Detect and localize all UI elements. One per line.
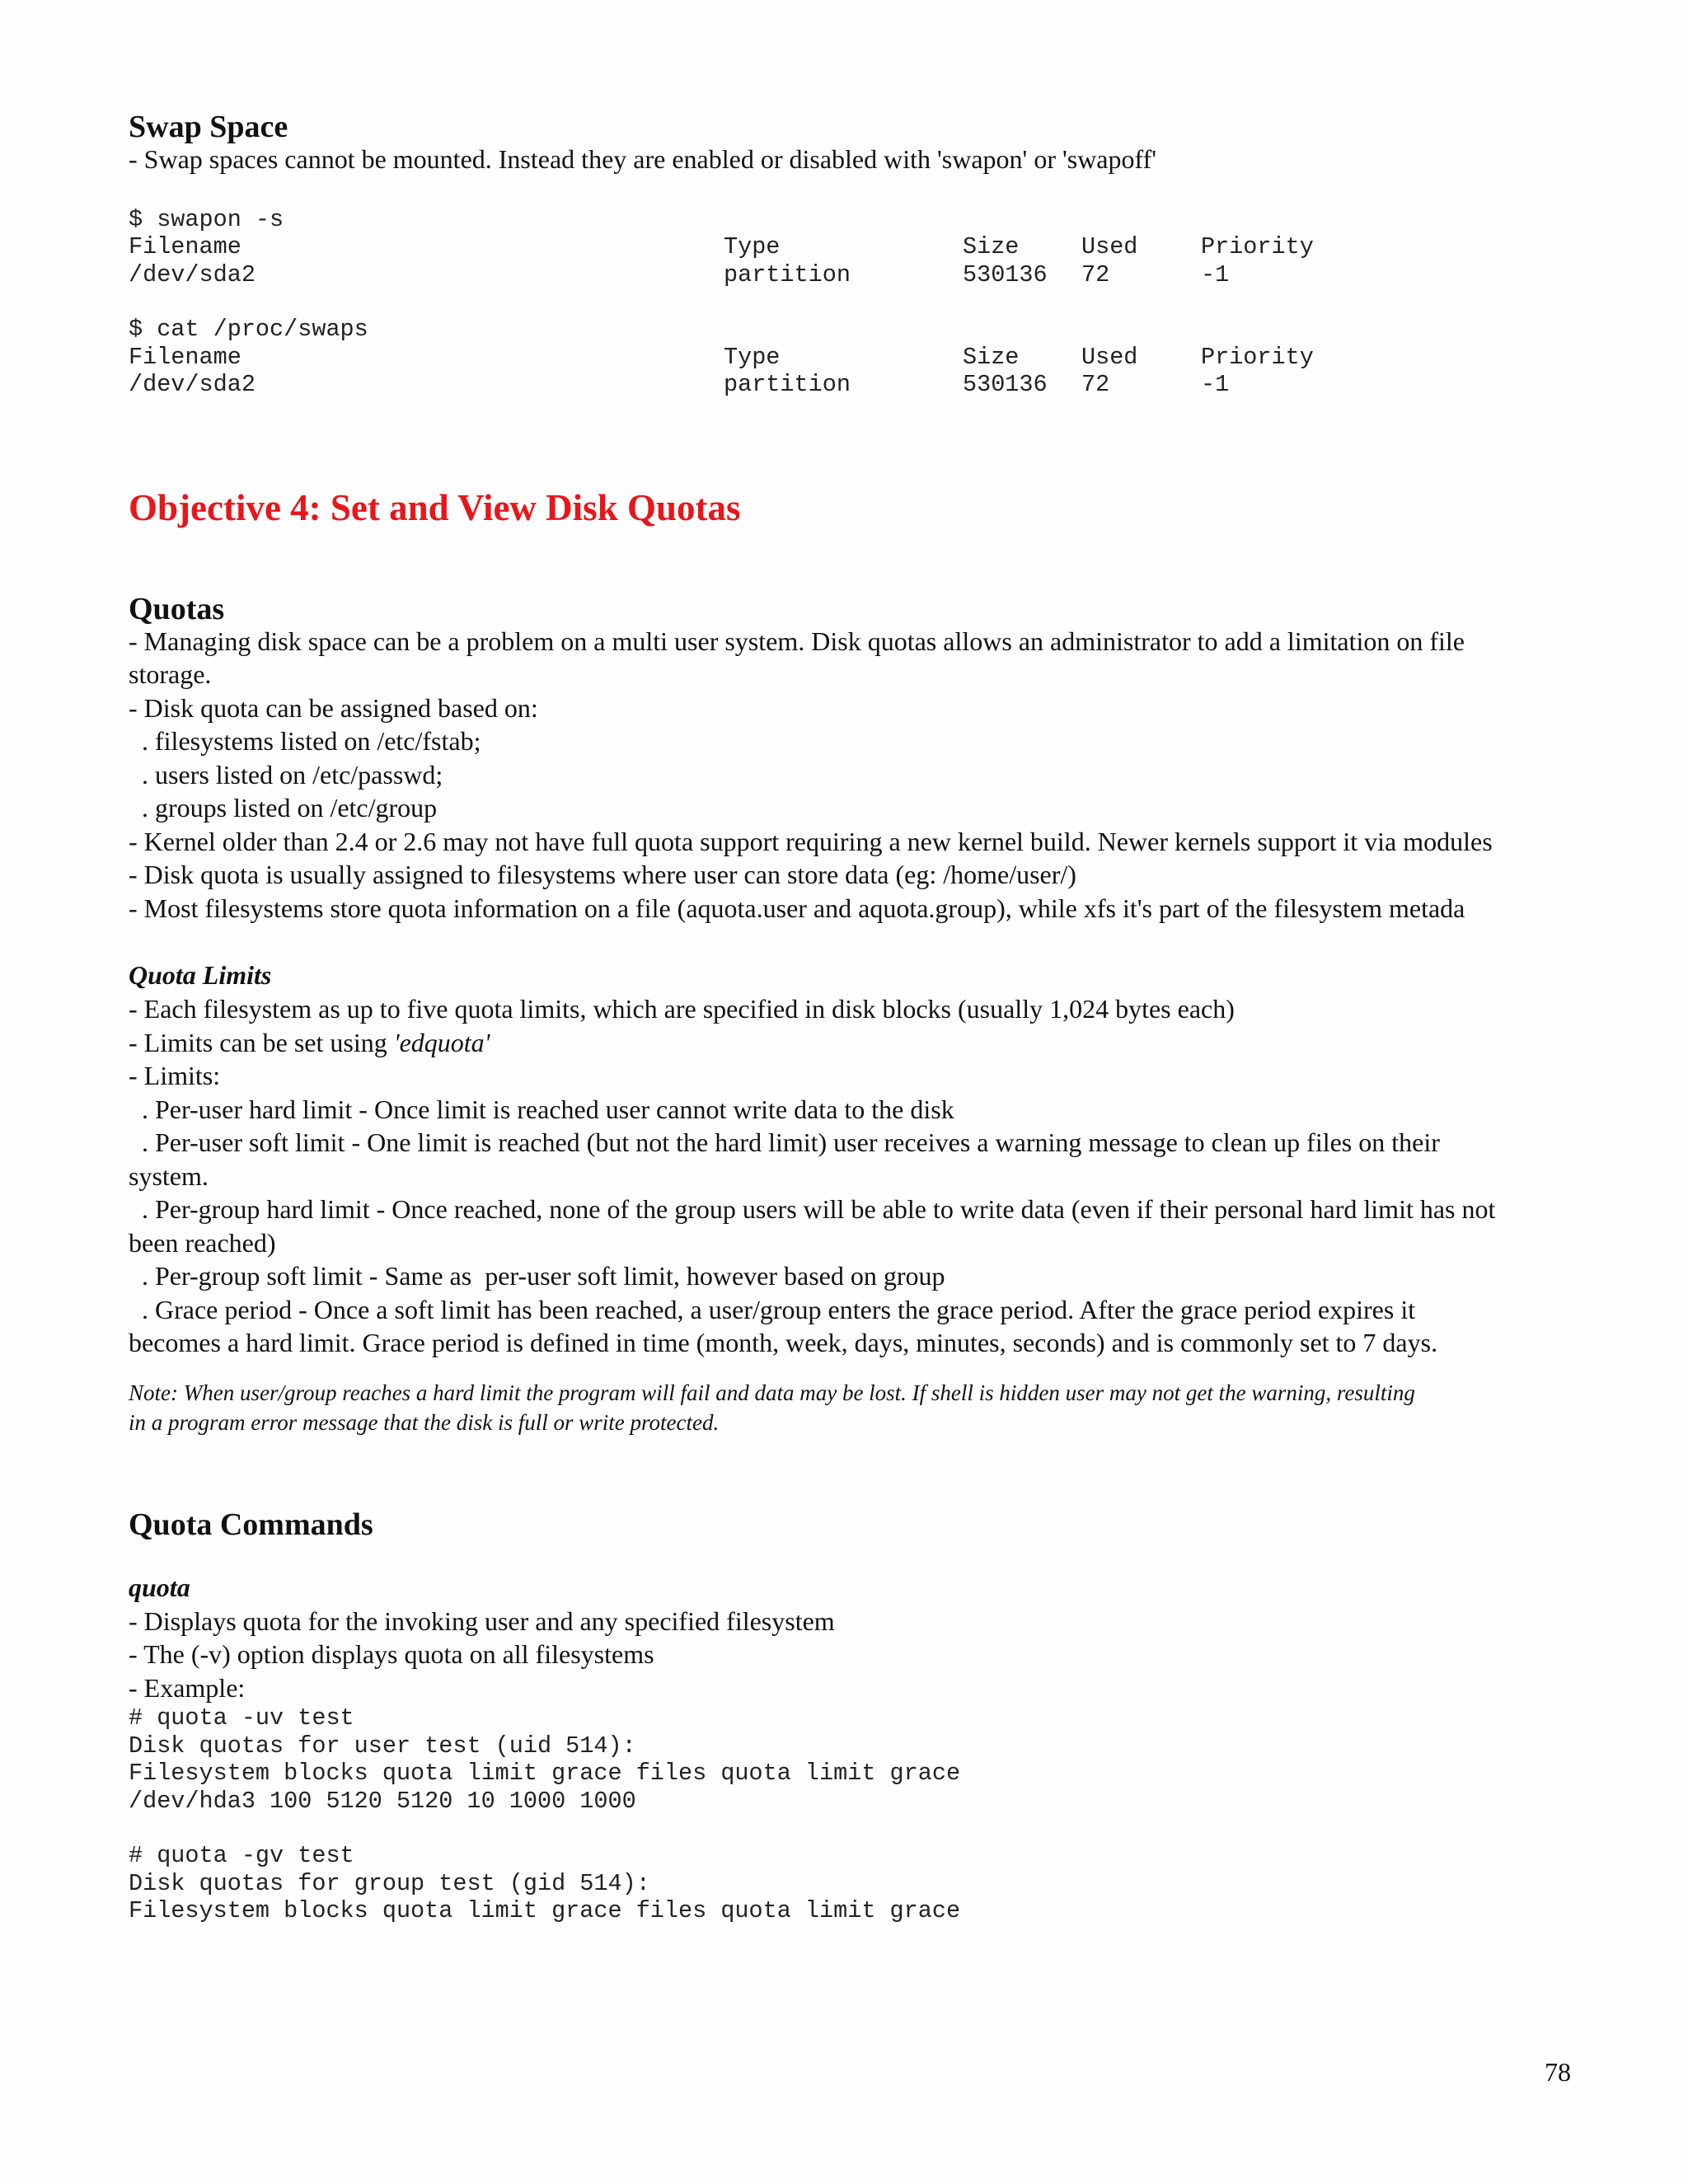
cell-priority: -1 [1201, 371, 1230, 398]
cell-type: partition [724, 260, 851, 288]
code-line: Disk quotas for user test (uid 514): [129, 1732, 636, 1760]
cell-type: partition [724, 371, 851, 398]
swapon-command: $ swapon -s [129, 205, 284, 233]
col-filename: Filename [129, 343, 241, 371]
limits-line: system. [129, 1160, 209, 1191]
quotas-line: - Managing disk space can be a problem on a multi user system. Disk quotas allows an administrator to add a limitation on file [129, 626, 1465, 656]
limits-line: . Per-group soft limit - Same as per-user soft limit, however based on group [129, 1261, 945, 1291]
limits-line: - Limits: [129, 1061, 221, 1090]
quota-commands-heading: Quota Commands [129, 1507, 373, 1542]
quotas-line: . groups listed on /etc/group [129, 793, 438, 823]
limits-note [129, 1378, 1579, 1437]
swap-table-row-2 [129, 371, 1579, 399]
swap-table-row-1 [129, 261, 1579, 289]
quotas-line: - Kernel older than 2.4 or 2.6 may not have full quota support requiring a new kernel build. Newer kernels support it via modules [129, 826, 1493, 856]
col-priority: Priority [1201, 343, 1314, 371]
quota-group-example [129, 1842, 1579, 1925]
col-priority: Priority [1201, 233, 1314, 260]
cell-used: 72 [1081, 260, 1110, 288]
col-used: Used [1081, 343, 1138, 371]
code-line: /dev/hda3 100 5120 5120 10 1000 1000 [129, 1787, 636, 1815]
swap-heading: Swap Space [129, 110, 288, 144]
limits-line: becomes a hard limit. Grace period is defined in time (month, week, days, minutes, seconds) and is commonly set to 7 days. [129, 1328, 1438, 1357]
limits-edquota-line [129, 1026, 1579, 1060]
quota-command-heading: quota [129, 1572, 190, 1602]
quotas-line: - Most filesystems store quota information on a file (aquota.user and aquota.group), while xfs it's part of the filesystem metada [129, 893, 1465, 923]
quotas-body [129, 625, 1579, 926]
swap-table-header-1 [129, 233, 1579, 261]
cell-priority: -1 [1201, 260, 1230, 288]
cell-used: 72 [1081, 371, 1110, 398]
swap-table-header-2 [129, 344, 1579, 372]
limits-line: . Per-group hard limit - Once reached, none of the group users will be able to write data (even if their personal hard limit has not [129, 1194, 1496, 1224]
document-page [129, 99, 1579, 1925]
quotas-line: . users listed on /etc/passwd; [129, 759, 443, 790]
cell-filename: /dev/sda2 [129, 371, 256, 398]
quotas-line: - Disk quota is usually assigned to filesystems where user can store data (eg: /home/user/) [129, 860, 1076, 889]
cell-size: 530136 [963, 371, 1048, 398]
col-type: Type [724, 233, 781, 260]
commands-line: - Example: [129, 1672, 246, 1703]
commands-line: - The (-v) option displays quota on all filesystems [129, 1639, 654, 1669]
page-number: 78 [1545, 2057, 1571, 2087]
code-line: # quota -gv test [129, 1842, 354, 1869]
limits-line: . Per-user soft limit - One limit is reached (but not the hard limit) user receives a warning message to clean up files on their [129, 1127, 1440, 1157]
limits-line: - Each filesystem as up to five quota limits, which are specified in disk blocks (usually 1,024 bytes each) [129, 994, 1235, 1024]
quotas-heading: Quotas [129, 591, 225, 626]
note-line: Note: When user/group reaches a hard limit the program will fail and data may be lost. If shell is hidden user may not get the warning, resulting [129, 1380, 1415, 1405]
code-line: Disk quotas for group test (gid 514): [129, 1869, 650, 1897]
limits-edquota-prefix: - Limits can be set using [129, 1027, 394, 1057]
limits-line: been reached) [129, 1227, 276, 1258]
col-filename: Filename [129, 233, 241, 260]
limits-line: . Per-user hard limit - Once limit is reached user cannot write data to the disk [129, 1094, 954, 1124]
quota-limits-heading: Quota Limits [129, 960, 272, 990]
col-size: Size [963, 233, 1020, 260]
quotas-line: . filesystems listed on /etc/fstab; [129, 726, 481, 756]
quotas-line: - Disk quota can be assigned based on: [129, 692, 538, 723]
col-used: Used [1081, 233, 1138, 260]
note-line: in a program error message that the disk is full or write protected. [129, 1409, 720, 1435]
col-type: Type [724, 343, 781, 371]
code-line: # quota -uv test [129, 1704, 354, 1732]
code-line: Filesystem blocks quota limit grace files quota limit grace [129, 1760, 961, 1787]
commands-line: - Displays quota for the invoking user and any specified filesystem [129, 1605, 835, 1636]
cell-size: 530136 [963, 260, 1048, 288]
code-line: Filesystem blocks quota limit grace files quota limit grace [129, 1897, 961, 1924]
limits-line: . Grace period - Once a soft limit has been reached, a user/group enters the grace period. After the grace period expires it [129, 1294, 1416, 1324]
quotas-line: storage. [129, 659, 212, 689]
quota-user-example [129, 1704, 1579, 1815]
swap-intro: - Swap spaces cannot be mounted. Instead they are enabled or disabled with 'swapon' or 'swapoff' [129, 144, 1156, 174]
edquota-command: 'edquota' [393, 1027, 490, 1057]
objective-title: Objective 4: Set and View Disk Quotas [129, 486, 741, 528]
cat-swaps-command: $ cat /proc/swaps [129, 316, 368, 343]
cell-filename: /dev/sda2 [129, 260, 256, 288]
col-size: Size [963, 343, 1020, 371]
